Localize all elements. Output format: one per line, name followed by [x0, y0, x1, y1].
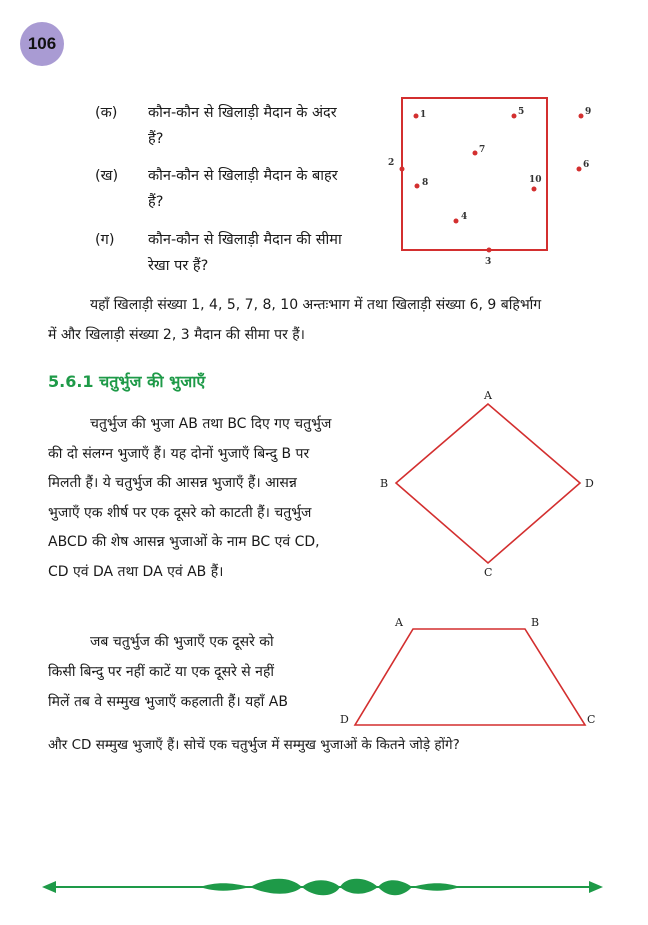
player-label: 5 — [518, 107, 525, 117]
player-label: 6 — [583, 160, 590, 170]
player-dot — [512, 114, 517, 119]
player-dot — [414, 114, 419, 119]
question-text: रेखा पर हैं? — [148, 258, 209, 274]
player-label: 9 — [585, 107, 592, 117]
question-text: कौन-कौन से खिलाड़ी मैदान के बाहर — [148, 168, 338, 184]
text-line: मिलें तब वे सम्मुख भुजाएँ कहलाती हैं। यहाँ AB — [48, 694, 288, 710]
trapezium-shape — [355, 629, 585, 725]
question-text: कौन-कौन से खिलाड़ी मैदान के अंदर — [148, 105, 337, 121]
vertex-label-b: B — [380, 477, 389, 490]
question-label: (ग) — [95, 232, 115, 248]
ornament-divider — [40, 872, 605, 902]
player-dot — [532, 187, 537, 192]
text-line: CD एवं DA तथा DA एवं AB हैं। — [48, 563, 224, 580]
vertex-label-c: C — [587, 713, 596, 726]
player-dot — [487, 248, 492, 253]
question-label: (क) — [95, 105, 118, 121]
player-label: 4 — [461, 212, 468, 222]
text-line: मिलती हैं। ये चतुर्भुज की आसन्न भुजाएँ हैं। आसन्न — [48, 475, 297, 491]
adjacent-sides-paragraph — [48, 410, 378, 587]
player-dot — [579, 114, 584, 119]
field-boundary — [402, 98, 547, 250]
text-line: जब चतुर्भुज की भुजाएँ एक दूसरे को — [90, 634, 274, 650]
text-line: यहाँ खिलाड़ी संख्या 1, 4, 5, 7, 8, 10 अन्तःभाग में तथा खिलाड़ी संख्या 6, 9 बहिर्भाग — [90, 297, 542, 313]
vertex-label-d: D — [585, 477, 594, 490]
player-label: 7 — [479, 145, 486, 155]
text-line: ABCD की शेष आसन्न भुजाओं के नाम BC एवं CD, — [48, 534, 320, 550]
player-label: 1 — [420, 110, 427, 120]
text-line: की दो संलग्न भुजाएँ हैं। यह दोनों भुजाएँ बिन्दु B पर — [48, 445, 310, 462]
quadrilateral-abcd-figure — [375, 388, 605, 583]
question-line: और CD सम्मुख भुजाएँ हैं। सोचें एक चतुर्भुज में सम्मुख भुजाओं के कितने जोड़े होंगे? — [48, 737, 460, 753]
question-label: (ख) — [95, 168, 119, 184]
question-text: कौन-कौन से खिलाड़ी मैदान की सीमा — [148, 232, 342, 248]
opposite-sides-paragraph — [48, 627, 348, 717]
player-label: 2 — [388, 158, 395, 168]
vertex-label-a: A — [484, 389, 492, 402]
player-dot — [473, 151, 478, 156]
player-label: 3 — [485, 257, 492, 267]
section-heading: 5.6.1 चतुर्भुज की भुजाएँ — [48, 372, 206, 391]
player-label: 10 — [529, 175, 542, 185]
text-line: भुजाएँ एक शीर्ष पर एक दूसरे को काटती हैं। चतुर्भुज — [48, 504, 312, 521]
text-line: किसी बिन्दु पर नहीं काटें या एक दूसरे से नहीं — [48, 664, 274, 680]
trapezium-figure — [335, 612, 610, 734]
question-text: हैं? — [148, 194, 164, 210]
question-text: हैं? — [148, 131, 164, 147]
vertex-label-a: A — [395, 616, 403, 629]
text-line: में और खिलाड़ी संख्या 2, 3 मैदान की सीमा पर हैं। — [48, 327, 305, 343]
answer-paragraph — [48, 290, 618, 350]
player-dot — [577, 167, 582, 172]
player-dot — [415, 184, 420, 189]
page-number: 106 — [27, 34, 57, 53]
vertex-label-b: B — [531, 616, 540, 629]
player-dot — [400, 167, 405, 172]
field-figure — [380, 88, 605, 268]
text-line: चतुर्भुज की भुजा AB तथा BC दिए गए चतुर्भुज — [90, 416, 332, 432]
vertex-label-c: C — [484, 566, 493, 579]
player-dot — [454, 219, 459, 224]
page-number-badge — [20, 22, 64, 66]
quadrilateral-shape — [396, 404, 580, 563]
player-label: 8 — [422, 178, 429, 188]
vertex-label-d: D — [340, 713, 349, 726]
